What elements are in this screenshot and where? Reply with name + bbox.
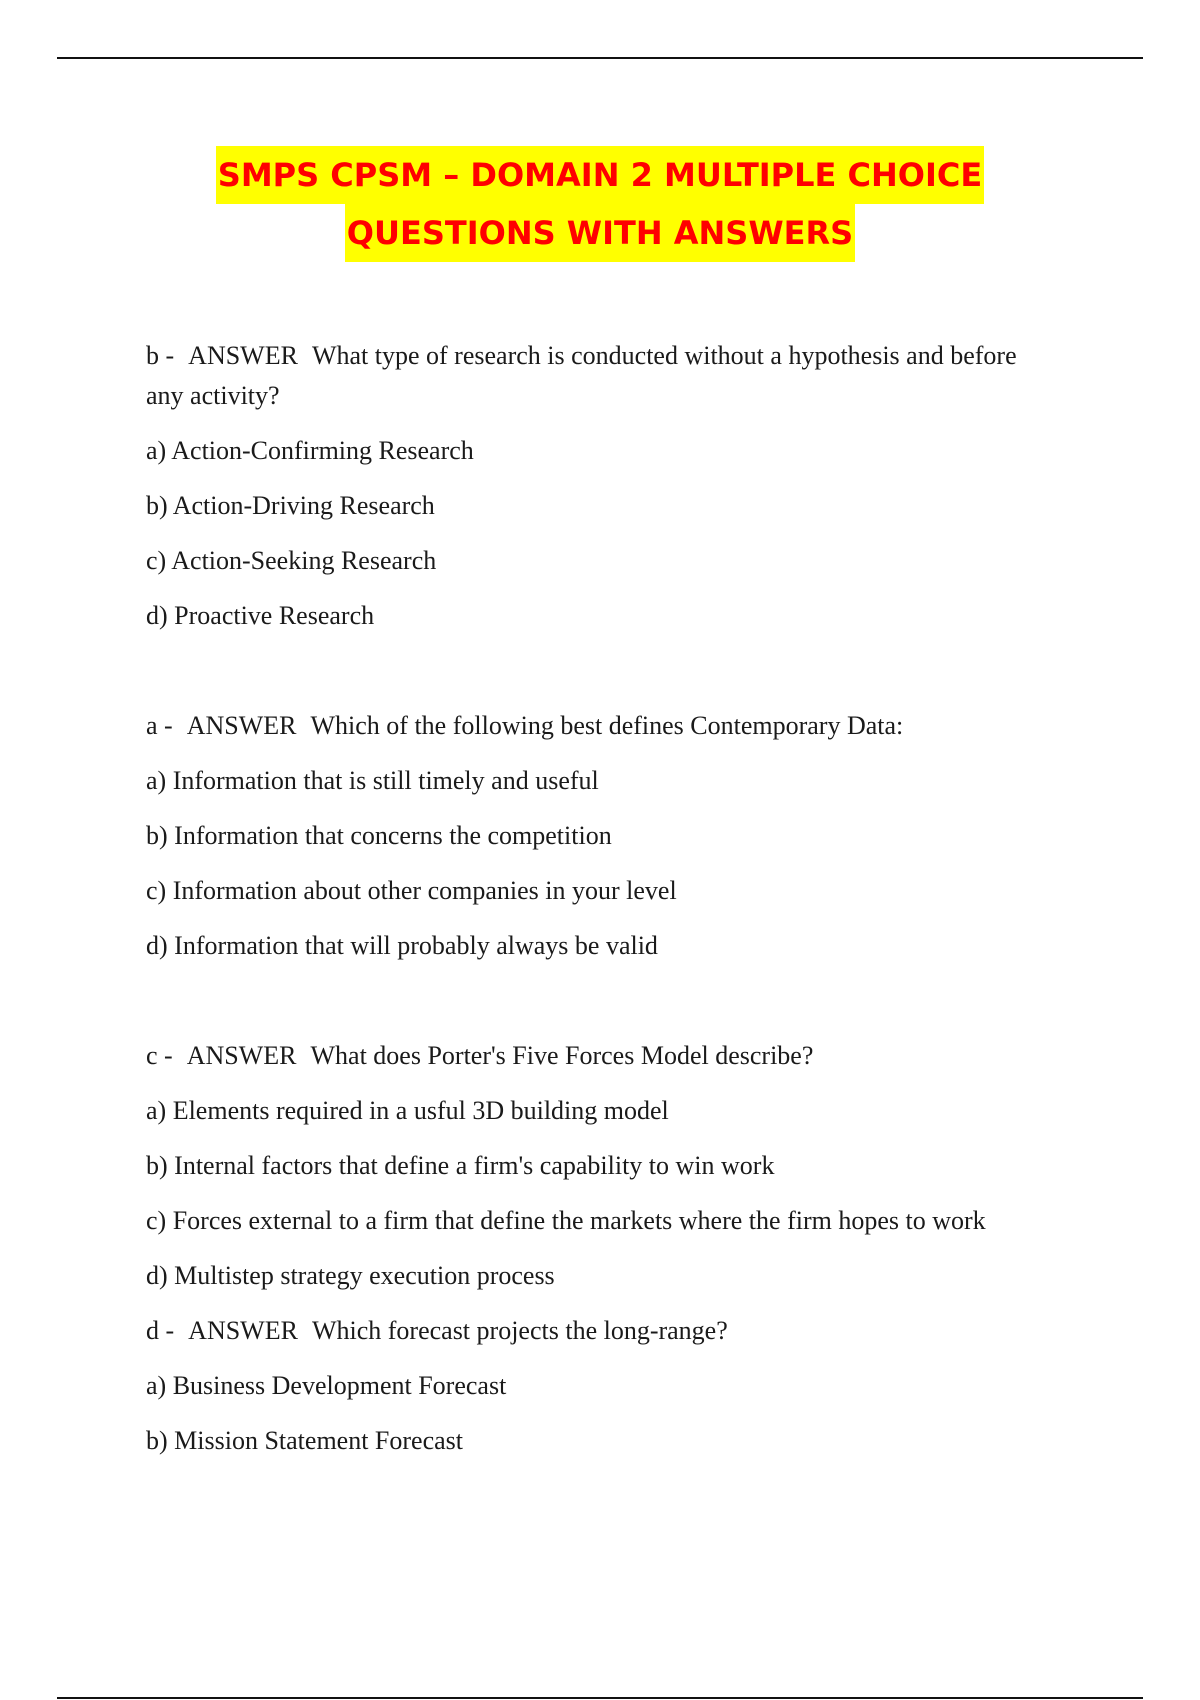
question-block-2: [146, 706, 1026, 966]
document-title: [0, 146, 1200, 262]
answer-label: ANSWER: [188, 341, 298, 370]
option-a: a) Information that is still timely and useful: [146, 766, 599, 795]
question-stem: Which forecast projects the long-range?: [311, 1316, 728, 1345]
answer-key: b -: [146, 341, 175, 370]
bottom-rule: [57, 1697, 1143, 1699]
question-text: [146, 336, 1026, 416]
answer-key: d -: [146, 1316, 175, 1345]
answer-key: a -: [146, 711, 173, 740]
title-line-2: QUESTIONS WITH ANSWERS: [345, 204, 855, 262]
option-b: b) Internal factors that define a firm's capability to win work: [146, 1151, 775, 1180]
top-rule: [57, 57, 1143, 59]
answer-label: ANSWER: [186, 711, 297, 740]
option-a: a) Business Development Forecast: [146, 1371, 507, 1400]
option-b: b) Information that concerns the competition: [146, 821, 612, 850]
question-text: [146, 706, 1026, 746]
option-a: a) Elements required in a usful 3D building model: [146, 1096, 669, 1125]
answer-label: ANSWER: [188, 1316, 298, 1345]
question-text: [146, 1036, 1026, 1076]
question-text: [146, 1311, 1026, 1351]
option-b: b) Mission Statement Forecast: [146, 1426, 464, 1455]
option-a: a) Action-Confirming Research: [146, 436, 474, 465]
answer-label: ANSWER: [186, 1041, 297, 1070]
question-stem: What does Porter's Five Forces Model describe?: [310, 1041, 814, 1070]
option-c: c) Information about other companies in your level: [146, 876, 677, 905]
question-block-4: [146, 1311, 1026, 1461]
option-c: c) Forces external to a firm that define the markets where the firm hopes to work: [146, 1206, 986, 1235]
question-block-1: [146, 336, 1026, 636]
title-line-1: SMPS CPSM – DOMAIN 2 MULTIPLE CHOICE: [216, 146, 984, 204]
answer-key: c -: [146, 1041, 173, 1070]
question-block-3: [146, 1036, 1026, 1296]
option-c: c) Action-Seeking Research: [146, 546, 437, 575]
question-stem: What type of research is conducted without a hypothesis and before any activity?: [146, 341, 1017, 410]
option-d: d) Proactive Research: [146, 601, 375, 630]
option-b: b) Action-Driving Research: [146, 491, 435, 520]
question-stem: Which of the following best defines Contemporary Data:: [310, 711, 904, 740]
question-spacer: [146, 651, 1026, 706]
question-list: [146, 336, 1026, 1476]
option-d: d) Multistep strategy execution process: [146, 1261, 555, 1290]
option-d: d) Information that will probably always be valid: [146, 931, 658, 960]
question-spacer: [146, 981, 1026, 1036]
